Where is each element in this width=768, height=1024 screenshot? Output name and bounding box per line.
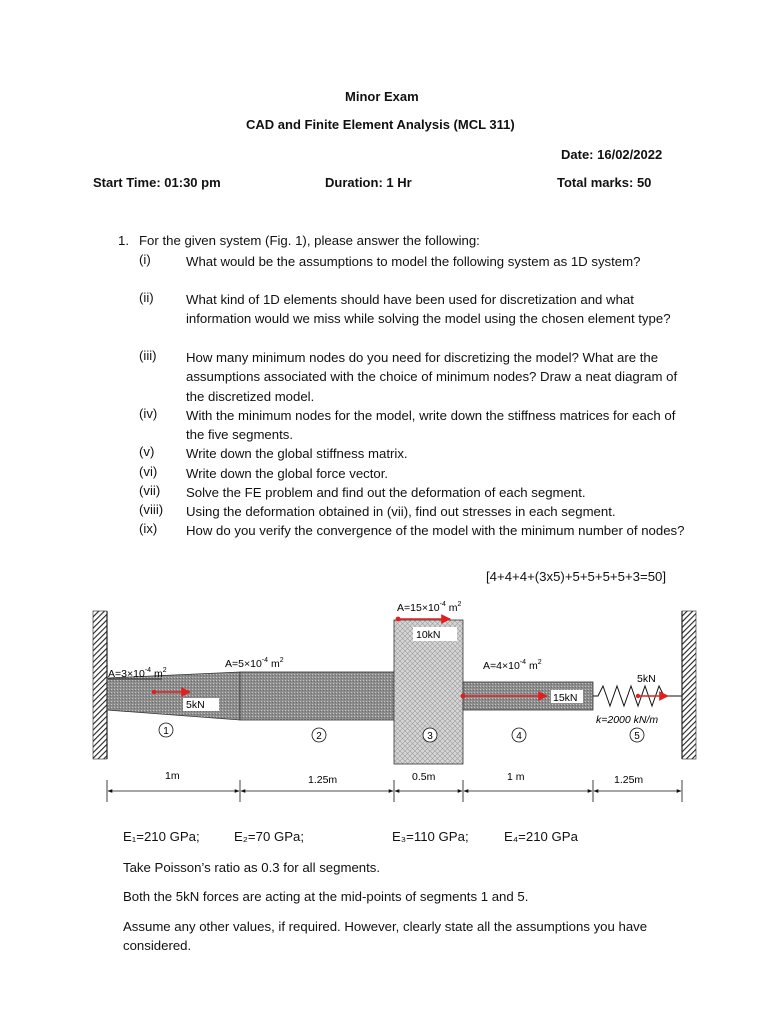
part-text: Solve the FE problem and find out the deformation of each segment. bbox=[186, 485, 586, 500]
part-label: (v) bbox=[139, 444, 155, 459]
force-label-5kn-a: 5kN bbox=[186, 699, 205, 711]
duration: Duration: 1 Hr bbox=[325, 175, 412, 190]
total-marks: Total marks: 50 bbox=[557, 175, 652, 190]
note-poisson: Take Poisson’s ratio as 0.3 for all segments. bbox=[123, 860, 381, 875]
part-text: How many minimum nodes do you need for discretizing the model? What are the assumptions associated with the choice of minimum nodes? Draw a neat diagram of the discretized model. bbox=[186, 350, 678, 404]
length-label: 1m bbox=[165, 770, 180, 782]
modulus-e4: E₄=210 GPa bbox=[504, 829, 578, 844]
system-figure bbox=[0, 596, 768, 826]
part-label: (iv) bbox=[139, 406, 158, 421]
part-text: With the minimum nodes for the model, write down the stiffness matrices for each of the five segments. bbox=[186, 408, 676, 443]
force-label-15kn: 15kN bbox=[553, 692, 578, 704]
length-label: 1 m bbox=[507, 771, 525, 783]
question-number: 1. bbox=[118, 233, 129, 248]
part-label: (i) bbox=[139, 252, 151, 267]
area-label-3: $A=15\times 10^{-4}$ $m^2$ bbox=[397, 601, 462, 614]
segment-3 bbox=[394, 620, 463, 764]
part-label: (ii) bbox=[139, 290, 154, 305]
part-text: How do you verify the convergence of the model with the minimum number of nodes? bbox=[186, 523, 685, 538]
segment-number: 1 bbox=[163, 726, 169, 737]
segment-2 bbox=[240, 672, 394, 720]
segment-number: 2 bbox=[316, 731, 322, 742]
part-label: (ix) bbox=[139, 521, 158, 536]
part-label: (vi) bbox=[139, 464, 158, 479]
length-label: 0.5m bbox=[412, 771, 436, 783]
question-intro: For the given system (Fig. 1), please answer the following: bbox=[139, 233, 480, 248]
part-label: (iii) bbox=[139, 348, 157, 363]
part-label: (viii) bbox=[139, 502, 164, 517]
course-title: CAD and Finite Element Analysis (MCL 311) bbox=[246, 117, 515, 132]
exam-title: Minor Exam bbox=[345, 89, 419, 104]
segment-number: 5 bbox=[634, 731, 640, 742]
part-text: Write down the global stiffness matrix. bbox=[186, 446, 408, 461]
start-time: Start Time: 01:30 pm bbox=[93, 175, 221, 190]
length-label: 1.25m bbox=[308, 774, 338, 786]
right-wall bbox=[682, 611, 696, 759]
area-label-1: $A=3\times 10^{-4}$ $m^2$ bbox=[108, 667, 167, 680]
dimension-line bbox=[107, 780, 682, 802]
exam-date: Date: 16/02/2022 bbox=[561, 147, 663, 162]
segment-number: 3 bbox=[427, 731, 433, 742]
area-label-4: $A=4\times 10^{-4}$ $m^2$ bbox=[483, 659, 542, 672]
force-label-10kn: 10kN bbox=[416, 629, 441, 641]
marks-breakdown: [4+4+4+(3x5)+5+5+5+5+3=50] bbox=[486, 569, 667, 584]
part-text: What would be the assumptions to model the following system as 1D system? bbox=[186, 254, 641, 269]
left-wall bbox=[93, 611, 107, 759]
note-forces: Both the 5kN forces are acting at the mid-points of segments 1 and 5. bbox=[123, 889, 529, 904]
length-label: 1.25m bbox=[614, 774, 644, 786]
part-text: Write down the global force vector. bbox=[186, 466, 389, 481]
spring-constant: k=2000 kN/m bbox=[596, 714, 659, 726]
part-label: (vii) bbox=[139, 483, 161, 498]
segment-number: 4 bbox=[516, 731, 522, 742]
note-assumptions: Assume any other values, if required. However, clearly state all the assumptions you have considered. bbox=[123, 919, 648, 954]
modulus-e3: E₃=110 GPa; bbox=[392, 829, 469, 844]
modulus-e1: E₁=210 GPa; bbox=[123, 829, 200, 844]
area-label-2: $A=5\times 10^{-4}$ $m^2$ bbox=[225, 657, 284, 670]
force-label-5kn-b: 5kN bbox=[637, 673, 656, 685]
part-text: What kind of 1D elements should have been used for discretization and what information would we miss while solving the model using the chosen element type? bbox=[186, 292, 671, 327]
part-text: Using the deformation obtained in (vii), find out stresses in each segment. bbox=[186, 504, 616, 519]
modulus-e2: E₂=70 GPa; bbox=[234, 829, 305, 844]
